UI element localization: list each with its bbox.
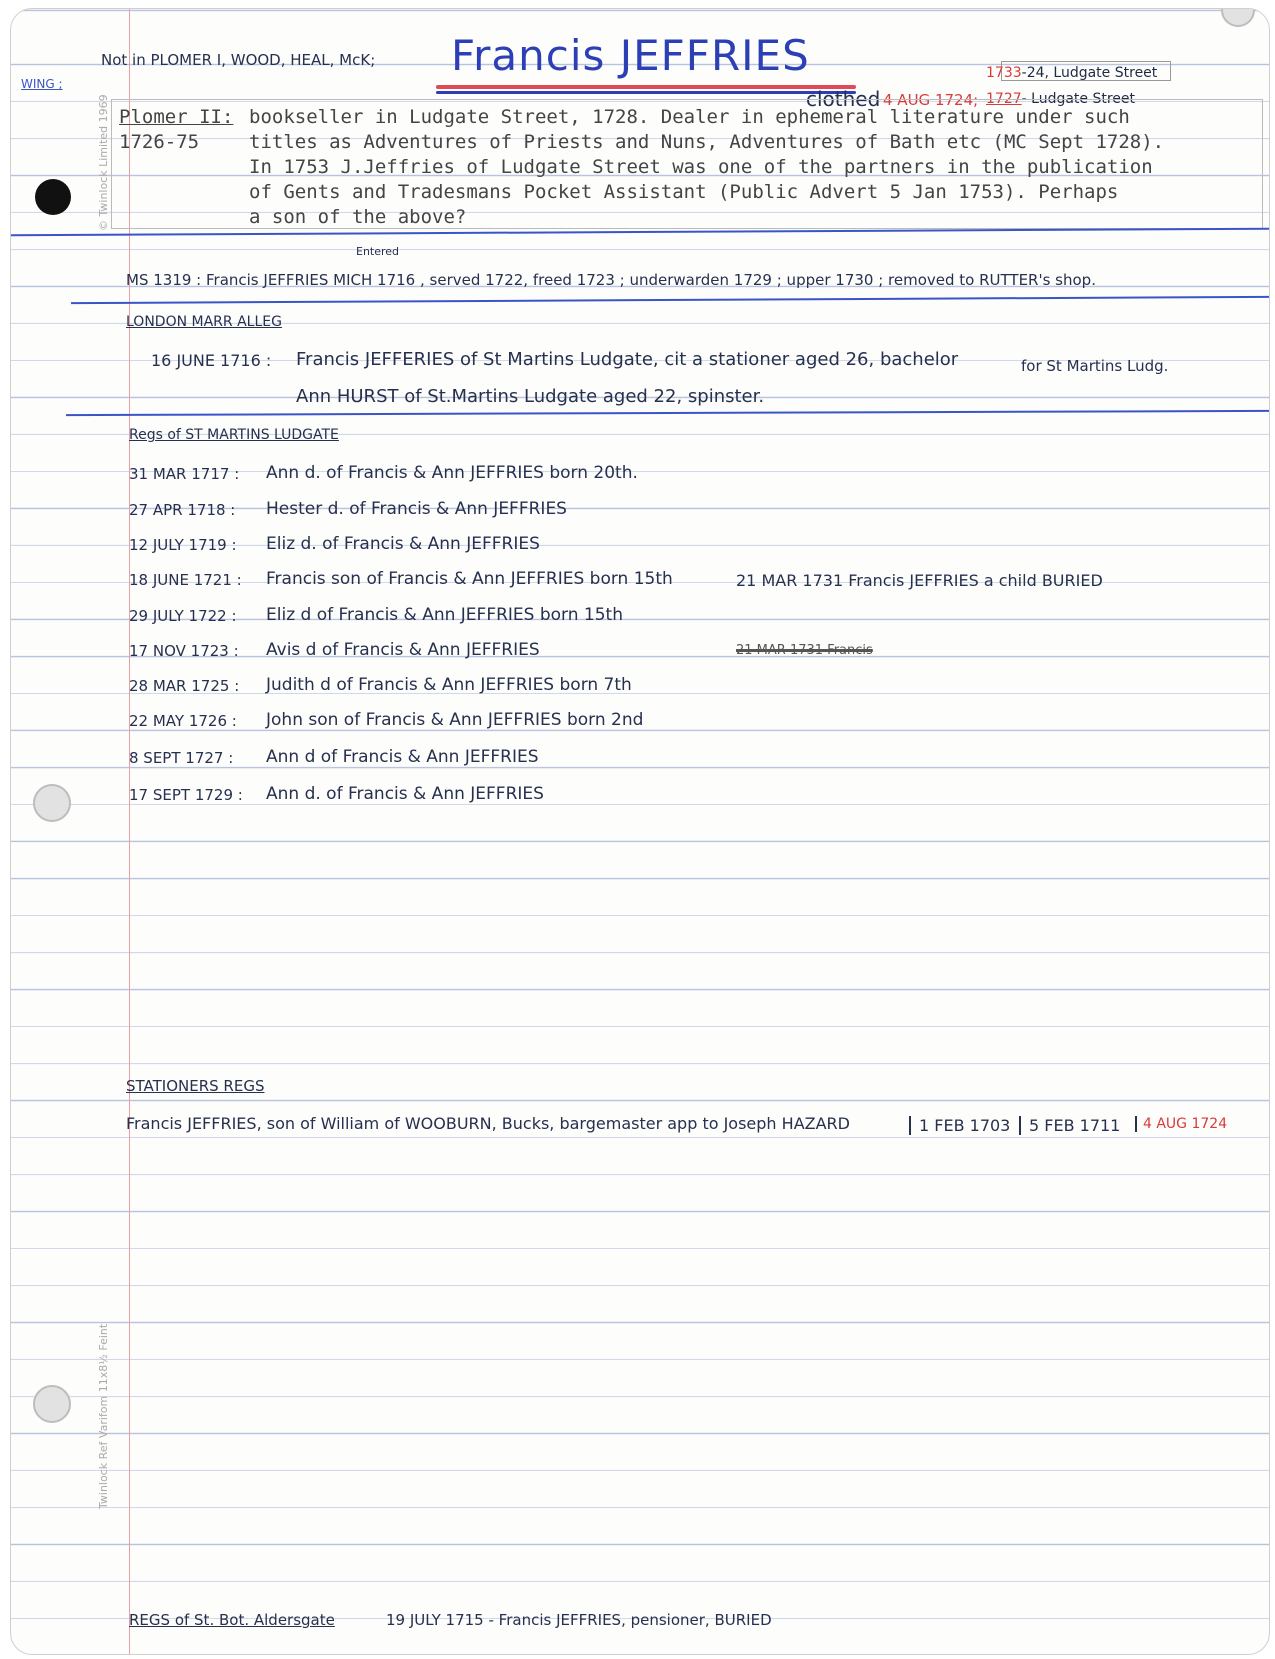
index-card — [10, 8, 1270, 1655]
reg-text: Hester d. of Francis & Ann JEFFRIES — [266, 499, 567, 519]
reg-text: Eliz d of Francis & Ann JEFFRIES born 15th — [266, 605, 623, 625]
divider-3 — [66, 410, 1269, 416]
page-title: Francis JEFFRIES — [451, 31, 810, 80]
reg-text: Avis d of Francis & Ann JEFFRIES — [266, 640, 540, 660]
binder-hole-bottom — [33, 1385, 71, 1423]
marr-line-1: Francis JEFFERIES of St Martins Ludgate, cit a stationer aged 26, bachelor — [296, 349, 959, 370]
binder-hole-middle — [33, 784, 71, 822]
plomer-line-4: of Gents and Tradesmans Pocket Assistant (Public Advert 5 Jan 1753). Perhaps — [249, 181, 1119, 203]
ms-entered-note: Entered — [356, 245, 400, 258]
reg-date: 22 MAY 1726 : — [129, 712, 237, 730]
plomer-line-5: a son of the above? — [249, 206, 467, 228]
reg-text: Ann d. of Francis & Ann JEFFRIES born 20th. — [266, 463, 638, 483]
reg-date: 31 MAR 1717 : — [129, 465, 240, 483]
ms-line: MS 1319 : Francis JEFFRIES MICH 1716 , served 1722, freed 1723 ; underwarden 1729 ; upper 1730 ; removed to RUTTER's shop. — [126, 271, 1096, 289]
stationers-date-3: 4 AUG 1724 — [1135, 1116, 1227, 1132]
plomer-label: Plomer II: — [119, 106, 234, 128]
corner-hole — [1221, 8, 1255, 27]
marr-heading: LONDON MARR ALLEG — [126, 314, 282, 330]
botolph-line: 19 JULY 1715 - Francis JEFFRIES, pensioner, BURIED — [386, 1611, 772, 1629]
address-2-rest: - Ludgate Street — [1021, 91, 1136, 107]
form-text: Twinlock Ref Varifom 11x8½ Feint — [97, 1323, 110, 1509]
binder-hole-top — [35, 179, 71, 215]
reg-text: Francis son of Francis & Ann JEFFRIES born 15th — [266, 569, 673, 589]
reg-text: Eliz d. of Francis & Ann JEFFRIES — [266, 534, 540, 554]
regs-heading: Regs of ST MARTINS LUDGATE — [129, 427, 339, 443]
title-underline-blue — [436, 91, 856, 94]
botolph-heading: REGS of St. Bot. Aldersgate — [129, 1611, 335, 1629]
wing-note: WING ; — [21, 77, 63, 91]
reg-date: 18 JUNE 1721 : — [129, 571, 242, 589]
clothed-label: clothed — [806, 87, 881, 111]
not-in-note: Not in PLOMER I, WOOD, HEAL, McK; — [101, 51, 376, 69]
clothed-date: 4 AUG 1724; — [883, 91, 979, 109]
marr-line-2: Ann HURST of St.Martins Ludgate aged 22, spinster. — [296, 386, 765, 407]
crossed-out-note: 21 MAR 1731 Francis — [736, 643, 873, 658]
plomer-line-3: In 1753 J.Jeffries of Ludgate Street was one of the partners in the publication — [249, 156, 1153, 178]
address-line-1 — [986, 65, 1157, 81]
reg-date: 8 SEPT 1727 : — [129, 749, 234, 767]
reg-date: 29 JULY 1722 : — [129, 607, 237, 625]
plomer-years: 1726-75 — [119, 131, 200, 153]
address-1-years: 1733 — [986, 65, 1022, 81]
copyright-text: © Twinlock Limited 1969 — [97, 94, 110, 231]
reg-date: 17 NOV 1723 : — [129, 642, 239, 660]
reg-date: 27 APR 1718 : — [129, 501, 236, 519]
plomer-line-2: titles as Adventures of Priests and Nuns, Adventures of Bath etc (MC Sept 1728). — [249, 131, 1165, 153]
reg-date: 28 MAR 1725 : — [129, 677, 240, 695]
reg-text: Ann d. of Francis & Ann JEFFRIES — [266, 784, 544, 804]
stationers-date-1: 1 FEB 1703 — [909, 1116, 1010, 1135]
marr-line-1-note: for St Martins Ludg. — [1021, 357, 1169, 375]
plomer-line-1: bookseller in Ludgate Street, 1728. Dealer in ephemeral literature under such — [249, 106, 1130, 128]
burial-note: 21 MAR 1731 Francis JEFFRIES a child BURIED — [736, 571, 1103, 590]
reg-text: Judith d of Francis & Ann JEFFRIES born 7th — [266, 675, 632, 695]
stationers-heading: STATIONERS REGS — [126, 1077, 265, 1095]
reg-date: 12 JULY 1719 : — [129, 536, 237, 554]
title-underline-red — [436, 85, 856, 89]
reg-text: Ann d of Francis & Ann JEFFRIES — [266, 747, 539, 767]
marr-date: 16 JUNE 1716 : — [151, 351, 272, 370]
address-1-rest: -24, Ludgate Street — [1021, 65, 1158, 81]
divider-2 — [71, 296, 1269, 304]
stationers-line: Francis JEFFRIES, son of William of WOOBURN, Bucks, bargemaster app to Joseph HAZARD — [126, 1114, 850, 1133]
stationers-date-2: 5 FEB 1711 — [1019, 1116, 1120, 1135]
reg-date: 17 SEPT 1729 : — [129, 786, 243, 804]
reg-text: John son of Francis & Ann JEFFRIES born 2nd — [266, 710, 644, 730]
address-2-years: 1727 — [986, 91, 1022, 107]
